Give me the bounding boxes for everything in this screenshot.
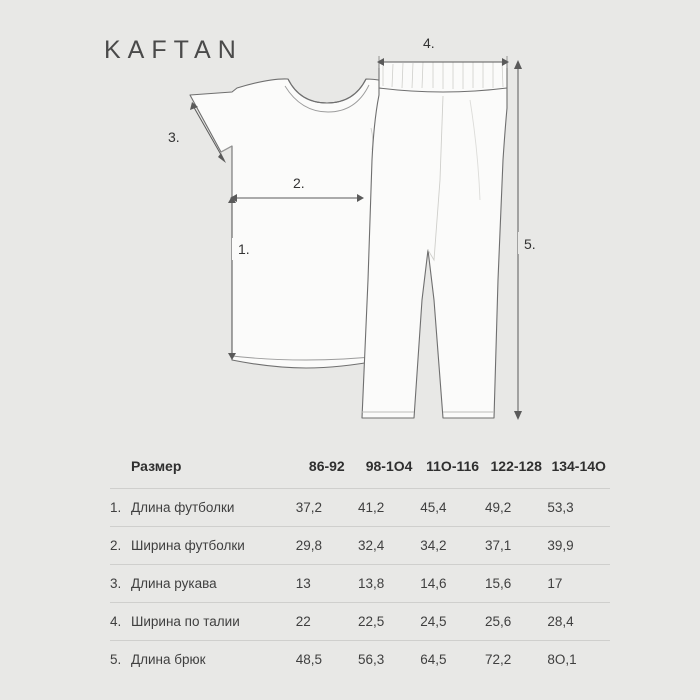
brand-title: KAFTAN <box>104 36 243 64</box>
size-table <box>110 458 610 678</box>
row-value: 22 <box>295 614 311 629</box>
row-value: 22,5 <box>357 614 385 629</box>
header-size-110-116: 11О-116 <box>426 458 480 474</box>
row-label: Длина брюк <box>130 652 206 667</box>
row-index: 3. <box>110 576 122 591</box>
row-value: 45,4 <box>420 500 447 515</box>
row-value: 53,3 <box>547 500 574 515</box>
table-header-row <box>110 458 610 489</box>
row-value: 64,5 <box>420 652 447 667</box>
callout-2-label: 2. <box>293 175 305 191</box>
table-row <box>110 489 610 527</box>
callout-3-label: 3. <box>168 129 180 145</box>
row-value: 48,5 <box>295 652 322 667</box>
table-row <box>110 565 610 603</box>
row-value: 72,2 <box>484 652 512 667</box>
table-row <box>110 527 610 565</box>
row-value: 25,6 <box>484 614 512 629</box>
header-size-122-128: 122-128 <box>490 458 542 474</box>
table-row <box>110 641 610 679</box>
row-value: 56,3 <box>357 652 385 667</box>
row-value: 39,9 <box>547 538 574 553</box>
row-index: 4. <box>110 614 122 629</box>
row-index: 1. <box>110 500 122 515</box>
row-value: 34,2 <box>420 538 447 553</box>
row-index: 5. <box>110 652 122 667</box>
row-value: 17 <box>547 576 563 591</box>
row-label: Ширина футболки <box>130 538 245 553</box>
size-table-body <box>110 489 610 679</box>
row-value: 41,2 <box>357 500 385 515</box>
size-table-wrapper <box>0 440 700 700</box>
header-size-134-140: 134-14О <box>551 458 606 474</box>
callout-1-label: 1. <box>238 241 250 257</box>
row-value: 37,1 <box>484 538 512 553</box>
size-table-head <box>110 458 610 489</box>
header-spacer <box>110 458 131 489</box>
trousers-figure <box>362 62 507 418</box>
row-value: 13 <box>295 576 311 591</box>
row-value: 13,8 <box>357 576 385 591</box>
row-label: Длина футболки <box>130 500 235 515</box>
row-label: Длина рукава <box>130 576 217 591</box>
row-value: 32,4 <box>357 538 385 553</box>
row-value: 14,6 <box>420 576 447 591</box>
row-index: 2. <box>110 538 122 553</box>
row-value: 8О,1 <box>547 652 577 667</box>
callout-4-label: 4. <box>423 35 435 51</box>
row-value: 15,6 <box>484 576 512 591</box>
header-measure: Размер <box>130 458 182 474</box>
callout-5-label: 5. <box>524 236 536 252</box>
table-row <box>110 603 610 641</box>
row-value: 28,4 <box>547 614 574 629</box>
row-value: 29,8 <box>295 538 322 553</box>
row-value: 37,2 <box>295 500 322 515</box>
row-label: Ширина по талии <box>130 614 240 629</box>
row-value: 24,5 <box>420 614 447 629</box>
header-size-86-92: 86-92 <box>308 458 345 474</box>
row-value: 49,2 <box>484 500 512 515</box>
header-size-98-104: 98-1О4 <box>365 458 413 474</box>
